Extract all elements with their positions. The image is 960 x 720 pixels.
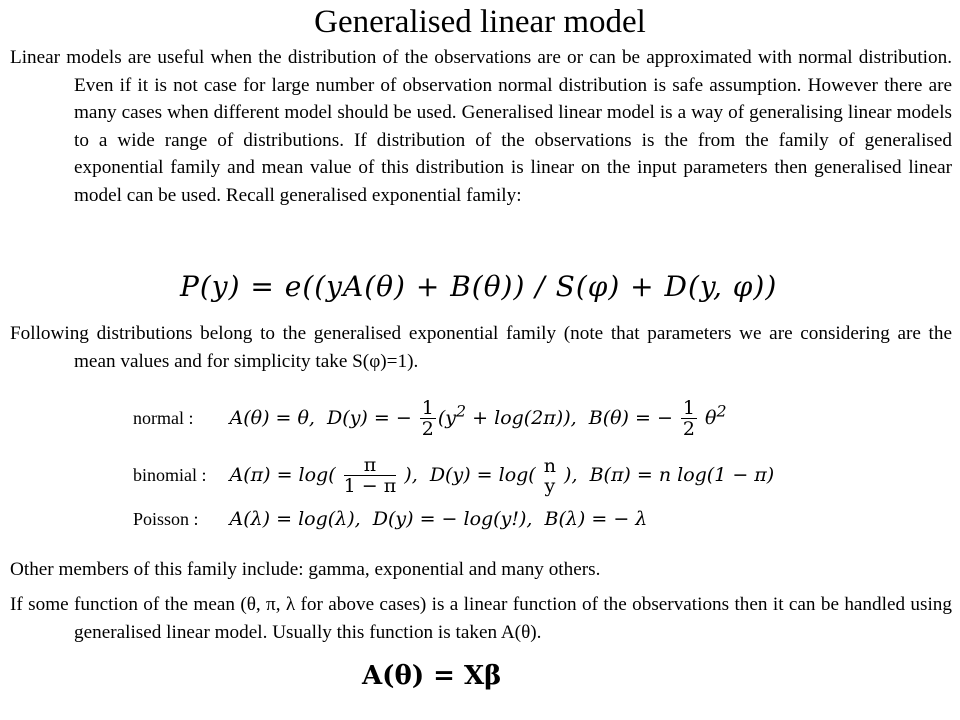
final-equation: A(θ) = Xβ xyxy=(362,661,502,691)
normal-equation-row xyxy=(133,398,727,439)
following-paragraph: Following distributions belong to the generalised exponential family (note that parameters we are considering are the mean values and for simplicity take S(φ)=1). xyxy=(10,323,952,372)
exponential-family-equation: P(y) = e((yA(θ) + B(θ)) / S(φ) + D(y, φ)) xyxy=(180,270,778,303)
binomial-equation-row xyxy=(133,455,774,496)
binomial-equation: A(π) = log( $\frac{\pi}{1 - \pi}$ ), D(y) = log( n y ), B(π) = n log(1 − π) xyxy=(229,454,775,497)
normal-equation: A(θ) = θ, D(y) = − $\frac{1}{2}$ $(y^2 + \log(2\pi))$, B(θ) = − $\frac{1}{2}$ $\theta^2$ xyxy=(229,397,727,440)
poisson-equation-row xyxy=(133,508,647,530)
poisson-label: Poisson : xyxy=(133,509,199,529)
other-members-paragraph: Other members of this family include: gamma, exponential and many others. xyxy=(10,559,601,580)
if-some-function-paragraph: If some function of the mean (θ, π, λ for above cases) is a linear function of the observations then it can be handled using generalised linear model. Usually this function is taken A(θ). xyxy=(10,594,952,643)
intro-paragraph: Linear models are useful when the distribution of the observations are or can be approximated with normal distribution. Even if it is not case for large number of observation normal distribution is safe assumption. However there are many cases when different model should be used. Generalised linear model is a way of generalising linear models to a wide range of distributions. If distribution of the observations is the from the family of generalised exponential family and mean value of this distribution is linear on the input parameters then generalised linear model can be used. Recall generalised exponential family: xyxy=(10,47,952,206)
poisson-equation: A(λ) = log(λ), D(y) = − log(y!), B(λ) = − λ xyxy=(229,508,648,530)
normal-label: normal : xyxy=(133,407,194,428)
page-title: Generalised linear model xyxy=(314,4,646,40)
binomial-label: binomial : xyxy=(133,464,207,485)
